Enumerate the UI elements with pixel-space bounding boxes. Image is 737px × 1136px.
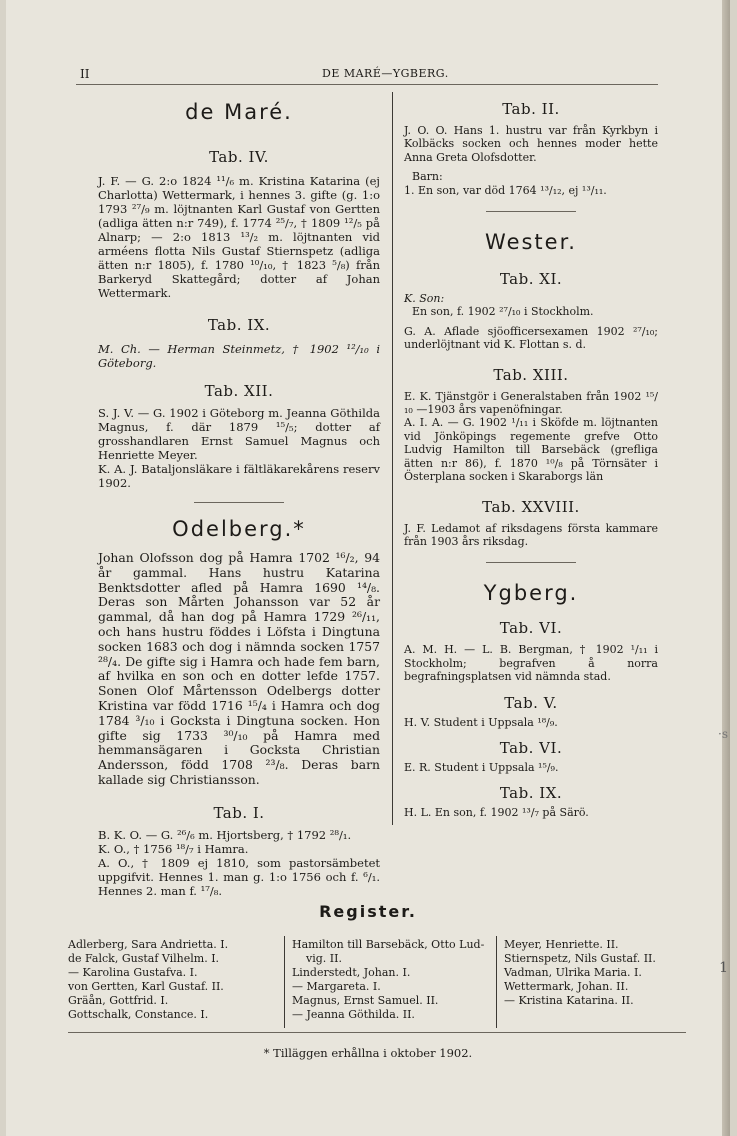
tab-xii-text-2: K. A. J. Bataljonsläkare i fältläkarekårens reserv 1902. <box>98 462 380 490</box>
tab-vi-text: A. M. H. — L. B. Bergman, † 1902 ¹/₁₁ i Stockholm; begrafven å norra begrafningsplatsen vid nämnda stad. <box>404 643 658 684</box>
register-entry: — Kristina Katarina. II. <box>504 994 634 1007</box>
register-entry: Magnus, Ernst Samuel. II. <box>292 994 439 1007</box>
register-entry: — Jeanna Göthilda. II. <box>292 1008 415 1021</box>
section-rule <box>486 211 576 212</box>
page-number: II <box>80 67 90 81</box>
register-entry: von Gertten, Karl Gustaf. II. <box>68 980 224 993</box>
tab-ix-b-text: H. L. En son, f. 1902 ¹³/₇ på Särö. <box>404 806 589 820</box>
tab-vi-heading: Tab. VI. <box>499 619 563 638</box>
register-entry: — Karolina Gustafva. I. <box>68 966 198 979</box>
register-entry: Linderstedt, Johan. I. <box>292 966 411 979</box>
tab-xxviii-text: J. F. Ledamot af riksdagens första kammare från 1903 års riksdag. <box>404 521 658 548</box>
register-column-1 <box>68 938 278 1022</box>
tab-i-heading: Tab. I. <box>213 803 265 822</box>
left-column <box>98 100 380 898</box>
register-entry: Adlerberg, Sara Andrietta. I. <box>68 938 229 951</box>
tab-xi-heading: Tab. XI. <box>499 270 563 289</box>
register-entry: vig. II. <box>306 952 342 965</box>
tab-i-text-2: K. O., † 1756 ¹⁸/₇ i Hamra. <box>98 841 249 856</box>
running-head: DE MARÉ—YGBERG. <box>322 67 449 80</box>
family-title-ygberg: Ygberg. <box>483 581 579 606</box>
column-divider <box>392 92 393 825</box>
tab-i-text-1: B. K. O. — G. ²⁶/₆ m. Hjortsberg, † 1792 ²⁸/₁. <box>98 827 352 842</box>
family-title-odelberg: Odelberg.* <box>172 517 306 541</box>
tab-xxviii-heading: Tab. XXVIII. <box>482 497 580 516</box>
register-entry: Hamilton till Barsebäck, Otto Lud- <box>292 938 485 951</box>
tab-xiii-text-2: A. I. A. — G. 1902 ¹/₁₁ i Sköfde m. löjtnanten vid Jönköpings regemente grefve Otto Ludvig Hamilton till Barsebäck (grefliga ätten n:r 86), f. 1870 ¹⁰/₈ på Törnsäter i Österplana socken i Skaraborgs län <box>404 416 658 484</box>
register-title: Register. <box>319 902 417 921</box>
register-entry: de Falck, Gustaf Vilhelm. I. <box>68 952 220 965</box>
tab-xi-son-text: En son, f. 1902 ²⁷/₁₀ i Stockholm. <box>412 305 594 319</box>
register-column-2 <box>292 938 492 1022</box>
register-entry: Gräån, Gottfrid. I. <box>68 994 169 1007</box>
tab-ii-heading: Tab. II. <box>502 100 560 118</box>
family-title-de-mare: de Maré. <box>185 100 293 124</box>
tab-ii-barn-text: 1. En son, var död 1764 ¹³/₁₂, ej ¹³/₁₁. <box>404 183 607 197</box>
register-column-3 <box>504 938 684 1008</box>
tab-ix-b-heading: Tab. IX. <box>499 784 563 803</box>
register-entry: Wettermark, Johan. II. <box>504 980 629 993</box>
header-rule <box>76 84 658 85</box>
register-entry: Vadman, Ulrika Maria. I. <box>504 966 642 979</box>
register-entry: — Margareta. I. <box>292 980 381 993</box>
tab-i-text-3: A. O., † 1809 ej 1810, som pastorsämbetet uppgifvit. Hennes 1. man g. 1:o 1756 och f. ⁶/₁. Hennes 2. man f. ¹⁷/₈. <box>98 855 380 898</box>
tab-iv-text: J. F. — G. 2:o 1824 ¹¹/₆ m. Kristina Katarina (ej Charlotta) Wettermark, i hennes 3. gifte (g. 1:o 1793 ²⁷/₉ m. löjtnanten Karl Gustaf von Gertten (adliga ätten n:r 749), f. 1774 ²⁵/₇, † 1809 ¹²/₅ på Alnarp; — 2:o 1813 ¹³/₂ m. löjtnanten vid arméens flotta Nils Gustaf Stiernspetz (adliga ätten n:r 1805), f. 1780 ¹⁰/₁₀, † 1823 ⁵/₈) från Barkeryd Skattegård; dotter af Johan Wettermark. <box>98 174 380 300</box>
page <box>6 0 730 1136</box>
tab-xii-text-1: S. J. V. — G. 1902 i Göteborg m. Jeanna Göthilda Magnus, f. där 1879 ¹⁵/₅; dotter af grosshandlaren Ernst Samuel Magnus och Henriette Meyer. <box>98 406 380 462</box>
tab-ii-text: J. O. O. Hans 1. hustru var från Kyrkbyn i Kolbäcks socken och hennes moder hette Anna Greta Olofsdotter. <box>404 124 658 164</box>
register-separator <box>496 936 497 1028</box>
tab-xii-heading: Tab. XII. <box>204 382 274 400</box>
register-separator <box>284 936 285 1028</box>
footer-rule <box>68 1032 686 1033</box>
margin-mark-2: ·s <box>718 727 728 741</box>
tab-vi-b-text: E. R. Student i Uppsala ¹⁵/₉. <box>404 760 559 774</box>
family-title-wester: Wester. <box>485 230 577 255</box>
tab-ix-text: M. Ch. — Herman Steinmetz, † 1902 ¹²/₁₀ i Göteborg. <box>98 342 380 370</box>
margin-mark: 1 <box>719 960 728 976</box>
odelberg-text: Johan Olofsson dog på Hamra 1702 ¹⁶/₂, 94 år gammal. Hans hustru Katarina Benktsdotter afled på Hamra 1690 ¹⁴/₈. Deras son Mårten Johansson var 52 år gammal, då han dog på Hamra 1729 ²⁶/₁₁, och hans hustru föddes i Löfsta i Dingtuna socken 1683 och dog i nämnda socken 1757 ²⁸/₄. De gifte sig i Hamra och hade fem barn, af hvilka en son och en dotter lefde 1757. Sonen Olof Mårtensson Odelbergs dotter Kristina var född 1716 ¹⁵/₄ i Hamra och dog 1784 ³/₁₀ i Gocksta i Dingtuna socken. Hon gifte sig 1733 ³⁰/₁₀ på Hamra med hemmansägaren i Gocksta Christian Andersson, född 1708 ²³/₈. Deras barn kallade sig Christiansson. <box>98 550 380 787</box>
right-column <box>404 100 658 820</box>
tab-xiii-heading: Tab. XIII. <box>493 365 569 384</box>
tab-v-text: H. V. Student i Uppsala ¹⁸/₉. <box>404 715 558 729</box>
register-entry: Stiernspetz, Nils Gustaf. II. <box>504 952 656 965</box>
tab-xiii-text-1: E. K. Tjänstgör i Generalstaben från 1902 ¹⁵/₁₀ —1903 års vapenöfningar. <box>404 389 658 417</box>
section-rule <box>486 562 576 563</box>
tab-vi-b-heading: Tab. VI. <box>499 738 563 757</box>
register-entry: Meyer, Henriette. II. <box>504 938 619 951</box>
tab-iv-heading: Tab. IV. <box>209 148 269 166</box>
tab-ii-barn-label: Barn: <box>412 170 443 184</box>
tab-ix-heading: Tab. IX. <box>207 316 271 334</box>
section-rule <box>194 502 284 503</box>
tab-xi-text-2: G. A. Aflade sjöofficersexamen 1902 ²⁷/₁₀; underlöjtnant vid K. Flottan s. d. <box>404 324 658 352</box>
tab-v-heading: Tab. V. <box>504 693 558 712</box>
footnote: * Tilläggen erhållna i oktober 1902. <box>263 1046 473 1060</box>
tab-xi-son-label: K. Son: <box>404 292 445 306</box>
register-entry: Gottschalk, Constance. I. <box>68 1008 209 1021</box>
